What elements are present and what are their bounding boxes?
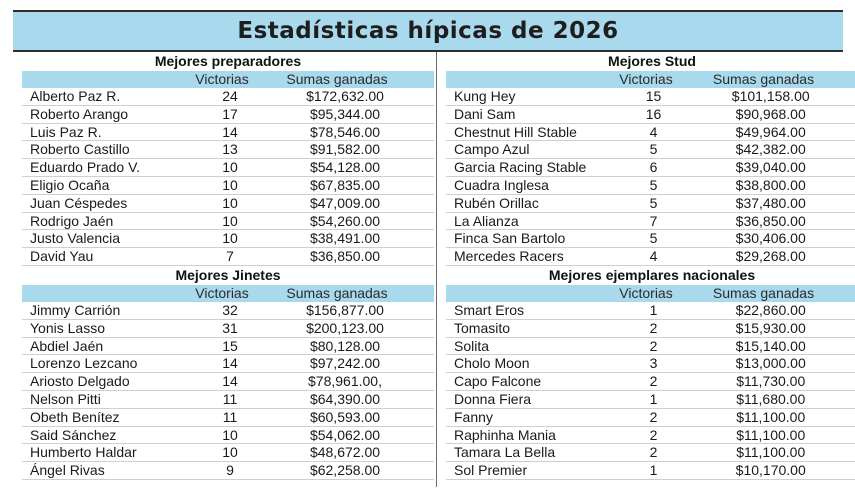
column-divider [436,52,437,487]
table-row [22,106,434,124]
row-name: Yonis Lasso [30,319,105,336]
row-wins: 1 [649,302,658,318]
name-column-header [446,71,616,88]
table-row [446,213,855,231]
row-name: Sol Premier [454,462,528,479]
row-earnings: $38,800.00 [735,176,806,193]
row-wins: 17 [222,105,238,122]
row-name: La Alianza [454,212,519,229]
row-earnings: $48,672.00 [309,444,381,461]
row-earnings: $11,730.00 [736,373,806,390]
row-name: Said Sánchez [30,426,117,443]
row-name: Rodrigo Jaén [30,212,114,229]
column-header-row [22,71,434,88]
row-earnings: $39,040.00 [735,159,806,176]
row-wins: 31 [222,319,238,336]
table-row [22,88,434,106]
row-earnings: $15,930.00 [735,319,806,336]
wins-column-header: Victorias [619,71,673,87]
row-earnings: $200,123.00 [306,319,384,336]
row-earnings: $11,100.00 [736,444,806,461]
column-header-row [22,285,434,302]
row-wins: 7 [649,212,658,229]
row-name: Ángel Rivas [30,462,105,479]
row-name: Chestnut Hill Stable [454,123,577,140]
row-wins: 5 [649,194,658,211]
table-body [446,88,855,266]
row-name: Cholo Moon [454,355,530,372]
table-row [22,177,434,195]
row-earnings: $80,128.00 [309,337,381,354]
row-wins: 15 [645,88,662,104]
row-earnings: $11,100.00 [736,408,806,425]
earnings-column-header: Sumas ganadas [286,71,388,87]
row-wins: 24 [222,88,238,104]
wins-column-header: Victorias [195,285,249,301]
row-name: Humberto Haldar [30,444,137,461]
section-jinetes [22,266,434,480]
table-row [446,159,855,177]
table-row [22,248,434,266]
row-wins: 5 [649,141,658,158]
row-wins: 15 [222,337,238,354]
row-name: Nelson Pitti [30,390,101,407]
row-name: Eduardo Prado V. [30,159,141,176]
row-name: Roberto Castillo [30,141,130,158]
row-earnings: $10,170.00 [735,462,806,479]
table-row [446,195,855,213]
row-earnings: $172,632.00 [306,88,384,104]
row-name: Rubén Orillac [454,194,539,211]
row-earnings: $13,000.00 [735,355,806,372]
earnings-column-header: Sumas ganadas [712,285,815,301]
row-earnings: $47,009.00 [309,194,381,211]
column-header-row [446,285,855,302]
row-name: Campo Azul [454,141,530,158]
row-earnings: $54,260.00 [309,212,381,229]
row-wins: 2 [649,444,658,461]
row-wins: 14 [222,355,238,372]
section-preparadores [22,52,434,266]
row-name: Abdiel Jaén [30,337,104,354]
row-name: Solita [454,337,490,354]
row-wins: 3 [649,355,658,372]
row-name: Mercedes Racers [454,248,564,265]
row-earnings: $38,491.00 [309,230,381,247]
row-earnings: $49,964.00 [735,123,806,140]
row-wins: 2 [649,337,658,354]
row-name: Smart Eros [454,302,525,318]
row-name: Obeth Benítez [30,408,120,425]
table-row [446,427,855,445]
row-earnings: $36,850.00 [735,212,806,229]
row-earnings: $15,140.00 [735,337,806,354]
table-row [22,391,434,409]
section-title: Mejores Jinetes [175,267,281,283]
wins-column-header: Victorias [195,71,249,87]
row-name: Roberto Arango [30,105,129,122]
section-title: Mejores ejemplares nacionales [548,267,756,283]
table-row [22,427,434,445]
row-wins: 10 [222,230,238,247]
row-earnings: $91,582.00 [309,141,381,158]
row-wins: 2 [649,426,658,443]
row-wins: 6 [649,159,658,176]
table-row [22,159,434,177]
row-wins: 2 [649,373,658,390]
row-earnings: $156,877.00 [306,302,384,318]
row-name: Justo Valencia [30,230,121,247]
earnings-column-header: Sumas ganadas [286,285,388,301]
row-wins: 10 [222,212,238,229]
row-name: Kung Hey [454,88,516,104]
row-earnings: $37,480.00 [735,194,806,211]
row-wins: 11 [222,390,238,407]
row-name: Fanny [454,408,493,425]
table-body [22,302,434,480]
table-row [446,373,855,391]
row-wins: 10 [222,444,238,461]
table-row [22,355,434,373]
row-earnings: $22,860.00 [735,302,806,318]
table-row [446,248,855,266]
table-row [446,444,855,462]
row-earnings: $11,680.00 [736,390,806,407]
name-column-header [22,285,187,302]
row-wins: 10 [222,159,238,176]
table-row [446,177,855,195]
row-earnings: $42,382.00 [735,141,806,158]
name-column-header [22,71,187,88]
row-earnings: $95,344.00 [309,105,381,122]
table-row [22,338,434,356]
table-row [446,338,855,356]
table-row [22,302,434,320]
section-stud [446,52,855,266]
section-title: Mejores Stud [608,53,696,69]
table-row [22,195,434,213]
row-wins: 1 [649,462,658,479]
row-wins: 16 [645,105,662,122]
table-row [446,230,855,248]
row-earnings: $11,100.00 [736,426,806,443]
table-row [22,320,434,338]
row-wins: 2 [649,319,658,336]
section-ejemplares [446,266,855,480]
row-wins: 10 [222,426,238,443]
row-wins: 11 [222,408,238,425]
table-row [446,124,855,142]
table-row [446,106,855,124]
row-earnings: $64,390.00 [309,390,381,407]
row-wins: 2 [649,408,658,425]
table-row [446,409,855,427]
row-wins: 14 [222,373,238,390]
column-header-row [446,71,855,88]
row-name: Eligio Ocaña [30,176,110,193]
row-name: Luis Paz R. [30,123,102,140]
row-earnings: $54,062.00 [309,426,381,443]
row-wins: 4 [649,248,658,265]
row-name: Juan Céspedes [30,194,128,211]
page-title: Estadísticas hípicas de 2026 [13,10,843,52]
table-row [446,355,855,373]
row-name: Cuadra Inglesa [454,176,549,193]
row-wins: 4 [649,123,658,140]
table-row [22,444,434,462]
row-name: Dani Sam [454,105,516,122]
section-title: Mejores preparadores [154,53,302,69]
row-name: Ariosto Delgado [30,373,130,390]
table-row [22,213,434,231]
row-name: Tamara La Bella [454,444,556,461]
row-earnings: $101,158.00 [731,88,810,104]
table-row [446,141,855,159]
row-name: Garcia Racing Stable [454,159,587,176]
table-row [22,409,434,427]
row-earnings: $30,406.00 [735,230,806,247]
row-wins: 14 [222,123,238,140]
row-wins: 13 [222,141,238,158]
table-row [22,124,434,142]
table-row [446,320,855,338]
row-wins: 32 [222,302,238,318]
table-row [446,88,855,106]
wins-column-header: Victorias [619,285,673,301]
row-earnings: $60,593.00 [309,408,381,425]
table-row [446,462,855,480]
table-row [22,373,434,391]
table-row [446,302,855,320]
table-body [22,88,434,266]
row-name: Donna Fiera [454,390,532,407]
table-row [446,391,855,409]
table-row [22,462,434,480]
row-name: Lorenzo Lezcano [30,355,138,372]
row-name: Alberto Paz R. [30,88,121,104]
row-wins: 10 [222,194,238,211]
row-wins: 5 [649,176,658,193]
row-wins: 7 [226,248,234,265]
row-earnings: $90,968.00 [735,105,806,122]
row-earnings: $36,850.00 [309,248,381,265]
row-earnings: $97,242.00 [309,355,381,372]
earnings-column-header: Sumas ganadas [712,71,815,87]
row-earnings: $29,268.00 [735,248,806,265]
row-earnings: $54,128.00 [309,159,381,176]
row-name: Finca San Bartolo [454,230,566,247]
row-name: Raphinha Mania [454,426,556,443]
name-column-header [446,285,616,302]
row-name: David Yau [30,248,94,265]
row-earnings: $78,961.00, [308,373,382,390]
table-row [22,230,434,248]
row-earnings: $67,835.00 [309,176,381,193]
row-earnings: $78,546.00 [309,123,381,140]
row-name: Capo Falcone [454,373,542,390]
row-earnings: $62,258.00 [309,462,381,479]
row-name: Tomasito [454,319,511,336]
row-wins: 5 [649,230,658,247]
row-name: Jimmy Carrión [30,302,121,318]
table-body [446,302,855,480]
row-wins: 1 [649,390,658,407]
table-row [22,141,434,159]
row-wins: 10 [222,176,238,193]
row-wins: 9 [226,462,234,479]
